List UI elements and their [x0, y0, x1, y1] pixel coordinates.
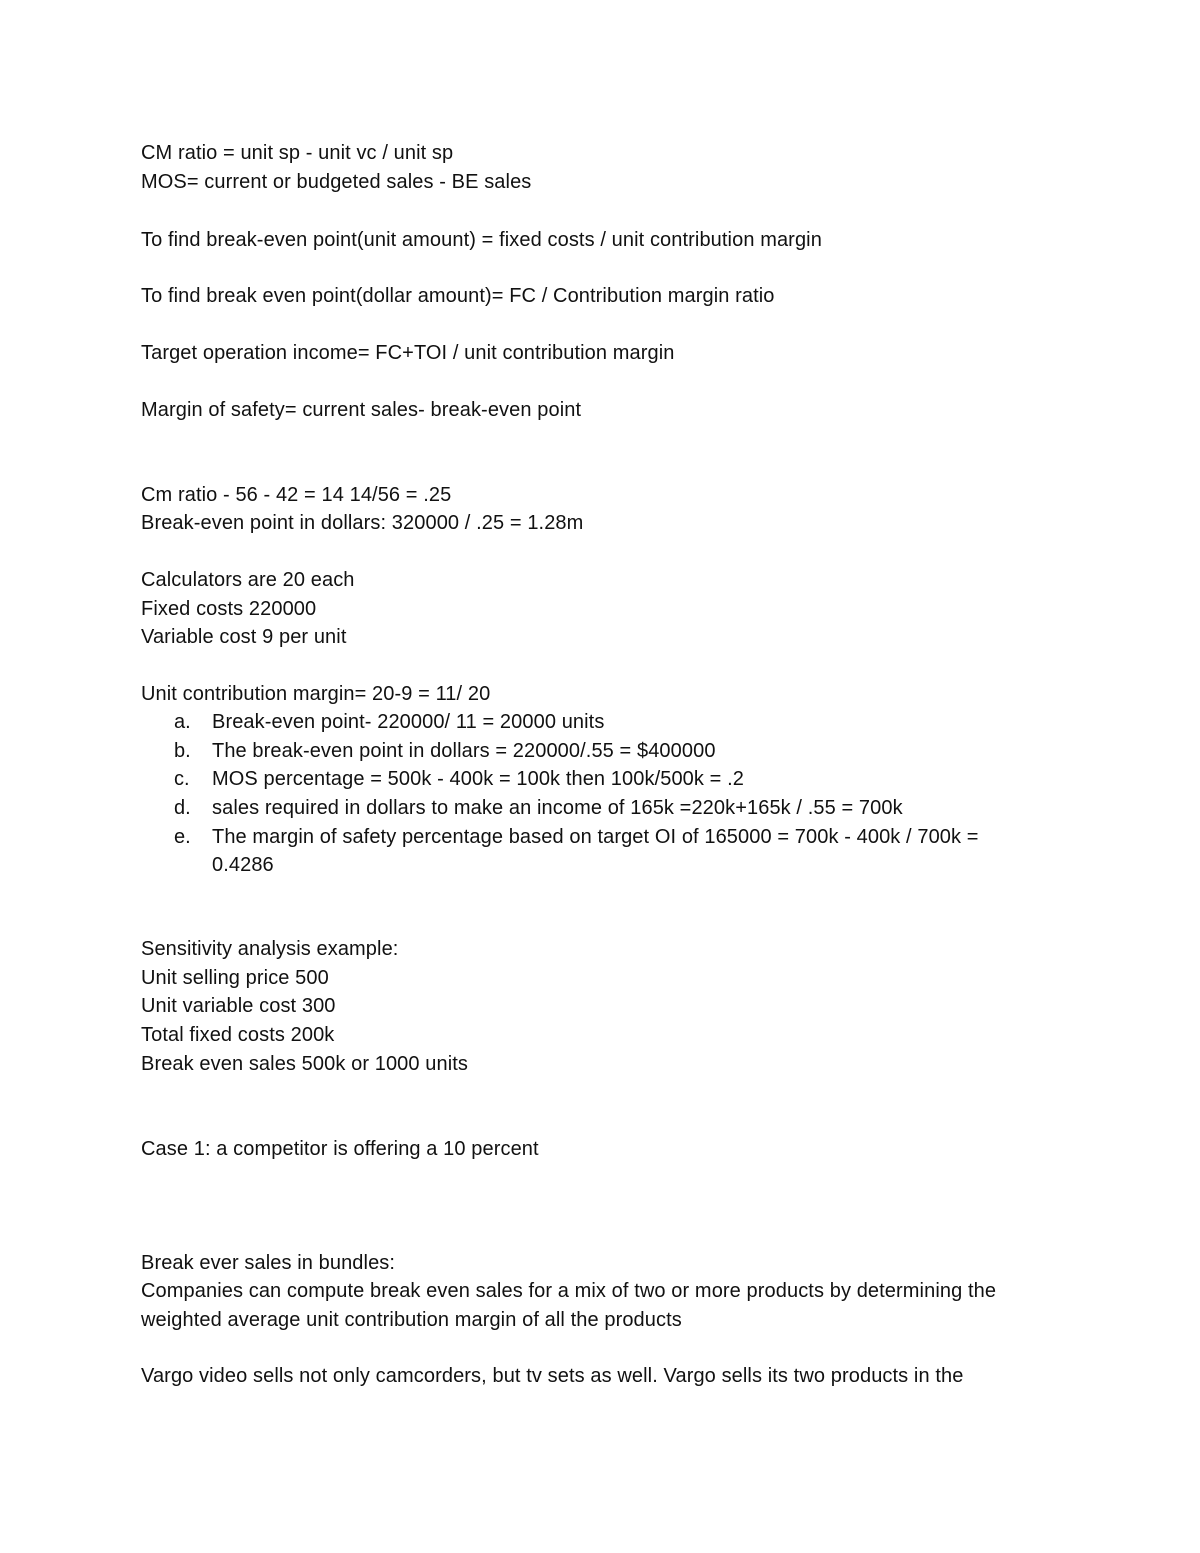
- sensitivity-break-even: Break even sales 500k or 1000 units: [141, 1053, 469, 1075]
- example-cm-ratio: Cm ratio - 56 - 42 = 14 14/56 = .25: [141, 484, 452, 506]
- be-dollars-formula: To find break even point(dollar amount)= FC / Contribution margin ratio: [141, 285, 775, 307]
- unit-contribution-margin: Unit contribution margin= 20-9 = 11/ 20: [141, 683, 491, 705]
- sensitivity-heading: Sensitivity analysis example:: [141, 938, 399, 960]
- vargo-paragraph: Vargo video sells not only camcorders, but tv sets as well. Vargo sells its two products in the: [141, 1365, 964, 1387]
- list-item: The break-even point in dollars = 220000/.55 = $400000: [212, 740, 716, 762]
- bundles-line-2: weighted average unit contribution margin of all the products: [141, 1309, 682, 1331]
- list-item: sales required in dollars to make an income of 165k =220k+165k / .55 = 700k: [212, 797, 903, 819]
- sensitivity-fixed: Total fixed costs 200k: [141, 1024, 335, 1046]
- list-item-continuation: 0.4286: [212, 854, 274, 876]
- list-marker: b.: [174, 740, 191, 762]
- list-marker: e.: [174, 826, 191, 848]
- calculators-price: Calculators are 20 each: [141, 569, 355, 591]
- bundles-heading: Break ever sales in bundles:: [141, 1252, 396, 1274]
- cm-ratio-formula: CM ratio = unit sp - unit vc / unit sp: [141, 142, 454, 164]
- list-marker: a.: [174, 711, 191, 733]
- bundles-line-1: Companies can compute break even sales for a mix of two or more products by determining the: [141, 1280, 997, 1302]
- sensitivity-variable: Unit variable cost 300: [141, 995, 336, 1017]
- list-marker: d.: [174, 797, 191, 819]
- list-marker: c.: [174, 768, 190, 790]
- calculators-variable: Variable cost 9 per unit: [141, 626, 347, 648]
- calculators-fixed: Fixed costs 220000: [141, 598, 317, 620]
- sensitivity-price: Unit selling price 500: [141, 967, 329, 989]
- list-item: Break-even point- 220000/ 11 = 20000 units: [212, 711, 605, 733]
- list-item: MOS percentage = 500k - 400k = 100k then 100k/500k = .2: [212, 768, 744, 790]
- be-units-formula: To find break-even point(unit amount) = fixed costs / unit contribution margin: [141, 229, 822, 251]
- example-be-dollars: Break-even point in dollars: 320000 / .25 = 1.28m: [141, 512, 584, 534]
- margin-safety-formula: Margin of safety= current sales- break-even point: [141, 399, 582, 421]
- case-1: Case 1: a competitor is offering a 10 percent: [141, 1138, 539, 1160]
- mos-formula: MOS= current or budgeted sales - BE sales: [141, 171, 532, 193]
- list-item: The margin of safety percentage based on target OI of 165000 = 700k - 400k / 700k =: [212, 826, 979, 848]
- target-income-formula: Target operation income= FC+TOI / unit contribution margin: [141, 342, 675, 364]
